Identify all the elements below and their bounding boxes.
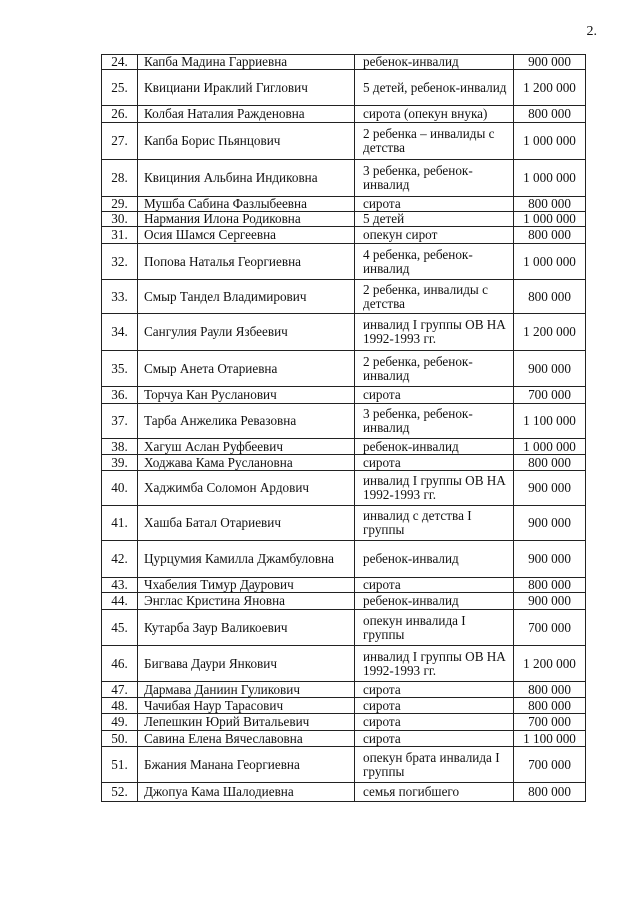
recipient-name: Ходжава Кама Руслановна [138,455,355,471]
table-row [102,197,586,212]
beneficiary-table [101,54,586,802]
row-number: 52. [102,783,138,802]
table-row [102,714,586,731]
row-number: 24. [102,55,138,70]
payment-amount: 1 200 000 [514,314,586,351]
table-row [102,698,586,714]
payment-amount: 1 000 000 [514,244,586,280]
row-number: 28. [102,160,138,197]
table-row [102,160,586,197]
table-row [102,471,586,506]
recipient-name: Колбая Наталия Ражденовна [138,106,355,123]
payment-amount: 1 100 000 [514,404,586,439]
row-number: 35. [102,351,138,387]
table-row [102,70,586,106]
recipient-name: Осия Шамся Сергеевна [138,227,355,244]
payment-amount: 1 100 000 [514,731,586,747]
recipient-category: сирота [355,578,514,593]
payment-amount: 900 000 [514,506,586,541]
row-number: 30. [102,212,138,227]
recipient-category: опекун инвалида I группы [355,610,514,646]
table-row [102,455,586,471]
row-number: 26. [102,106,138,123]
payment-amount: 900 000 [514,55,586,70]
recipient-category: 2 ребенка, инвалиды с детства [355,280,514,314]
recipient-category: 5 детей [355,212,514,227]
payment-amount: 800 000 [514,197,586,212]
payment-amount: 800 000 [514,698,586,714]
recipient-category: сирота [355,714,514,731]
recipient-category: ребенок-инвалид [355,55,514,70]
recipient-category: ребенок-инвалид [355,541,514,578]
row-number: 37. [102,404,138,439]
table-row [102,731,586,747]
recipient-name: Энглас Кристина Яновна [138,593,355,610]
table-row [102,783,586,802]
recipient-name: Смыр Тандел Владимирович [138,280,355,314]
payment-amount: 800 000 [514,227,586,244]
row-number: 31. [102,227,138,244]
row-number: 39. [102,455,138,471]
payment-amount: 700 000 [514,747,586,783]
table-row [102,106,586,123]
recipient-name: Сангулия Раули Язбеевич [138,314,355,351]
payment-amount: 800 000 [514,682,586,698]
recipient-name: Торчуа Кан Русланович [138,387,355,404]
row-number: 34. [102,314,138,351]
payment-amount: 800 000 [514,106,586,123]
payment-amount: 900 000 [514,541,586,578]
recipient-category: сирота [355,698,514,714]
table-row [102,593,586,610]
row-number: 27. [102,123,138,160]
row-number: 49. [102,714,138,731]
payment-amount: 1 200 000 [514,70,586,106]
recipient-category: 2 ребенка, ребенок-инвалид [355,351,514,387]
row-number: 43. [102,578,138,593]
table-row [102,747,586,783]
payment-amount: 800 000 [514,280,586,314]
recipient-category: сирота [355,682,514,698]
recipient-name: Квициани Ираклий Гиглович [138,70,355,106]
recipient-name: Смыр Анета Отариевна [138,351,355,387]
row-number: 29. [102,197,138,212]
recipient-category: сирота [355,455,514,471]
table-row [102,280,586,314]
page-number: 2. [586,24,597,39]
recipient-category: 3 ребенка, ребенок-инвалид [355,404,514,439]
recipient-name: Хашба Батал Отариевич [138,506,355,541]
row-number: 44. [102,593,138,610]
recipient-name: Хаджимба Соломон Ардович [138,471,355,506]
row-number: 51. [102,747,138,783]
recipient-name: Дармава Даниин Гуликович [138,682,355,698]
recipient-category: 2 ребенка – инвалиды с детства [355,123,514,160]
row-number: 33. [102,280,138,314]
payment-amount: 900 000 [514,471,586,506]
table-row [102,682,586,698]
recipient-name: Бигвава Даури Янкович [138,646,355,682]
row-number: 50. [102,731,138,747]
recipient-category: ребенок-инвалид [355,593,514,610]
recipient-name: Джопуа Кама Шалодиевна [138,783,355,802]
recipient-name: Капба Мадина Гарриевна [138,55,355,70]
recipient-category: сирота (опекун внука) [355,106,514,123]
row-number: 48. [102,698,138,714]
payment-amount: 700 000 [514,387,586,404]
recipient-name: Чхабелия Тимур Даурович [138,578,355,593]
recipient-category: опекун брата инвалида I группы [355,747,514,783]
table-row [102,541,586,578]
table-row [102,646,586,682]
recipient-category: сирота [355,731,514,747]
recipient-name: Кутарба Заур Валикоевич [138,610,355,646]
recipient-category: 4 ребенка, ребенок-инвалид [355,244,514,280]
payment-amount: 1 200 000 [514,646,586,682]
recipient-name: Капба Борис Пьянцович [138,123,355,160]
payment-amount: 700 000 [514,610,586,646]
row-number: 42. [102,541,138,578]
recipient-name: Попова Наталья Георгиевна [138,244,355,280]
row-number: 32. [102,244,138,280]
payment-amount: 1 000 000 [514,439,586,455]
table-row [102,351,586,387]
payment-amount: 700 000 [514,714,586,731]
payment-amount: 900 000 [514,351,586,387]
recipient-category: инвалид I группы ОВ НА 1992-1993 гг. [355,314,514,351]
recipient-name: Бжания Манана Георгиевна [138,747,355,783]
recipient-name: Савина Елена Вячеславовна [138,731,355,747]
row-number: 41. [102,506,138,541]
recipient-category: ребенок-инвалид [355,439,514,455]
recipient-name: Цурцумия Камилла Джамбуловна [138,541,355,578]
recipient-category: 3 ребенка, ребенок-инвалид [355,160,514,197]
row-number: 40. [102,471,138,506]
payment-amount: 900 000 [514,593,586,610]
payment-amount: 800 000 [514,455,586,471]
row-number: 38. [102,439,138,455]
recipient-name: Тарба Анжелика Ревазовна [138,404,355,439]
recipient-category: 5 детей, ребенок-инвалид [355,70,514,106]
recipient-name: Квициния Альбина Индиковна [138,160,355,197]
recipient-category: инвалид I группы ОВ НА 1992-1993 гг. [355,471,514,506]
table-row [102,404,586,439]
table-row [102,387,586,404]
recipient-category: инвалид I группы ОВ НА 1992-1993 гг. [355,646,514,682]
recipient-name: Нармания Илона Родиковна [138,212,355,227]
table-row [102,227,586,244]
table-row [102,244,586,280]
recipient-name: Лепешкин Юрий Витальевич [138,714,355,731]
recipient-category: инвалид с детства I группы [355,506,514,541]
row-number: 47. [102,682,138,698]
recipient-category: семья погибшего [355,783,514,802]
recipient-name: Хагуш Аслан Руфбеевич [138,439,355,455]
payment-amount: 1 000 000 [514,212,586,227]
table-row [102,55,586,70]
payment-amount: 800 000 [514,783,586,802]
recipient-category: сирота [355,197,514,212]
table-row [102,314,586,351]
table-row [102,123,586,160]
row-number: 45. [102,610,138,646]
row-number: 36. [102,387,138,404]
recipient-name: Чачибая Наур Тарасович [138,698,355,714]
table-row [102,578,586,593]
recipient-category: сирота [355,387,514,404]
recipient-name: Мушба Сабина Фазлыбеевна [138,197,355,212]
table-row [102,610,586,646]
row-number: 46. [102,646,138,682]
payment-amount: 800 000 [514,578,586,593]
row-number: 25. [102,70,138,106]
table-row [102,212,586,227]
payment-amount: 1 000 000 [514,123,586,160]
table-row [102,506,586,541]
recipient-category: опекун сирот [355,227,514,244]
payment-amount: 1 000 000 [514,160,586,197]
table-row [102,439,586,455]
